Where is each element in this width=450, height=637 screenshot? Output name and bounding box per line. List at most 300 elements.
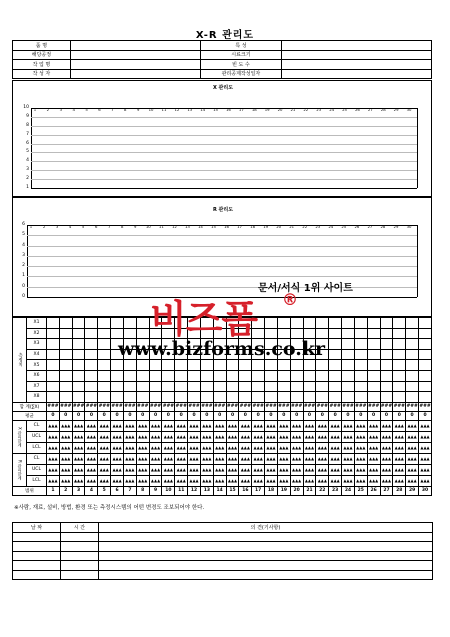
r-limit-row [13, 475, 432, 486]
sample-cell[interactable] [59, 349, 72, 360]
r-limit-cell: ▲▲▲ [290, 464, 303, 475]
sample-cell[interactable] [380, 360, 393, 371]
sample-cell[interactable] [393, 392, 406, 403]
sample-cell[interactable] [367, 381, 380, 392]
xbar-limit-cell: ▲▲▲ [329, 431, 342, 442]
sample-cell[interactable] [47, 349, 60, 360]
sample-cell[interactable] [329, 349, 342, 360]
log-row [13, 542, 433, 552]
sample-cell[interactable] [123, 360, 136, 371]
sample-cell[interactable] [188, 370, 201, 381]
sample-cell[interactable] [59, 370, 72, 381]
sample-cell[interactable] [188, 360, 201, 371]
log-cell[interactable] [61, 551, 99, 561]
sample-cell[interactable] [393, 318, 406, 329]
r-limit-cell: ▲▲▲ [136, 453, 149, 464]
sum-cell: ### [175, 404, 187, 410]
sample-cell[interactable] [367, 349, 380, 360]
sample-cell[interactable] [239, 370, 252, 381]
xbar-limit-cell: ▲▲▲ [200, 431, 213, 442]
sample-cell[interactable] [136, 392, 149, 403]
sample-cell[interactable] [98, 381, 111, 392]
r-chart-x-tick: 8 [121, 224, 124, 229]
sample-cell[interactable] [367, 392, 380, 403]
info-value[interactable] [70, 41, 200, 51]
sample-cell[interactable] [419, 392, 432, 403]
sample-cell[interactable] [252, 392, 265, 403]
xbar-limit-cell: ▲▲▲ [136, 431, 149, 442]
sample-cell[interactable] [123, 318, 136, 329]
sample-cell[interactable] [188, 381, 201, 392]
sample-cell[interactable] [200, 360, 213, 371]
x-chart-x-tick: 19 [264, 107, 270, 112]
sample-cell[interactable] [72, 349, 85, 360]
sample-cell[interactable] [188, 392, 201, 403]
range-number: 12 [188, 486, 201, 495]
sample-cell[interactable] [59, 339, 72, 350]
sample-cell[interactable] [393, 328, 406, 339]
sample-cell[interactable] [290, 318, 303, 329]
sample-cell[interactable] [98, 392, 111, 403]
sample-cell[interactable] [98, 360, 111, 371]
info-value[interactable] [282, 41, 432, 51]
log-cell[interactable] [61, 542, 99, 552]
sample-cell[interactable] [380, 392, 393, 403]
sample-cell[interactable] [342, 318, 355, 329]
r-chart-gridline [27, 266, 417, 267]
sample-cell[interactable] [162, 370, 175, 381]
x-chart-y-tick: 10 [23, 105, 29, 110]
r-limit-cell: ▲▲▲ [188, 453, 201, 464]
r-limit-cell: ▲▲▲ [213, 464, 226, 475]
sample-cell[interactable] [47, 381, 60, 392]
sample-cell[interactable] [213, 381, 226, 392]
sample-cell[interactable] [419, 360, 432, 371]
x-chart-y-tick: 4 [26, 158, 29, 164]
sample-cell[interactable] [47, 339, 60, 350]
log-cell[interactable] [99, 570, 433, 580]
r-limit-cell: ▲▲▲ [47, 475, 60, 486]
sample-cell[interactable] [200, 381, 213, 392]
xbar-limit-cell: ▲▲▲ [419, 420, 432, 431]
sample-cell[interactable] [329, 370, 342, 381]
xbar-limit-cell: ▲▲▲ [290, 420, 303, 431]
sample-cell[interactable] [419, 349, 432, 360]
sample-cell[interactable] [419, 370, 432, 381]
r-limit-cell: ▲▲▲ [290, 453, 303, 464]
sample-cell[interactable] [354, 392, 367, 403]
sample-cell[interactable] [406, 328, 419, 339]
sample-cell[interactable] [265, 370, 278, 381]
xbar-limit-cell: ▲▲▲ [47, 442, 60, 453]
sample-cell[interactable] [329, 360, 342, 371]
sample-cell[interactable] [47, 370, 60, 381]
r-limit-cell: ▲▲▲ [277, 464, 290, 475]
sample-cell[interactable] [239, 360, 252, 371]
sample-cell[interactable] [303, 392, 316, 403]
r-limit-cell: ▲▲▲ [393, 453, 406, 464]
sample-cell[interactable] [226, 370, 239, 381]
sample-cell[interactable] [59, 381, 72, 392]
sample-cell[interactable] [393, 349, 406, 360]
r-chart-y-tick: 2 [22, 263, 25, 269]
sample-cell[interactable] [252, 370, 265, 381]
xbar-limit-cell: ▲▲▲ [188, 442, 201, 453]
sample-cell[interactable] [342, 349, 355, 360]
sum-cell: ### [393, 404, 405, 410]
sample-cell[interactable] [393, 370, 406, 381]
sample-cell[interactable] [265, 318, 278, 329]
sum-cell: ### [252, 404, 264, 410]
sample-cell[interactable] [367, 339, 380, 350]
sample-cell[interactable] [226, 392, 239, 403]
sample-cell[interactable] [406, 360, 419, 371]
r-chart-x-tick: 30 [406, 224, 412, 229]
sample-cell[interactable] [239, 392, 252, 403]
r-limit-row [13, 453, 432, 464]
sample-cell[interactable] [354, 339, 367, 350]
info-value[interactable] [70, 60, 200, 70]
sample-cell[interactable] [380, 328, 393, 339]
range-number: 23 [329, 486, 342, 495]
range-number: 19 [277, 486, 290, 495]
log-cell[interactable] [13, 542, 61, 552]
sample-row [13, 392, 432, 403]
sample-cell[interactable] [175, 381, 188, 392]
sample-cell[interactable] [316, 381, 329, 392]
sample-cell[interactable] [329, 381, 342, 392]
xbar-limit-cell: ▲▲▲ [265, 442, 278, 453]
xbar-limit-cell: ▲▲▲ [290, 442, 303, 453]
sample-cell[interactable] [59, 392, 72, 403]
sample-cell[interactable] [367, 370, 380, 381]
sample-cell[interactable] [290, 370, 303, 381]
sum-cell: ### [265, 404, 277, 410]
r-limit-label: UCL [27, 464, 47, 475]
sample-cell[interactable] [149, 381, 162, 392]
sample-cell[interactable] [419, 318, 432, 329]
log-row [13, 551, 433, 561]
sample-cell[interactable] [290, 392, 303, 403]
sample-cell[interactable] [354, 370, 367, 381]
x-chart-x-tick: 2 [46, 107, 50, 112]
sample-cell[interactable] [123, 392, 136, 403]
sample-cell[interactable] [303, 360, 316, 371]
sample-cell[interactable] [72, 392, 85, 403]
sample-cell[interactable] [85, 318, 98, 329]
sample-cell[interactable] [329, 339, 342, 350]
sample-cell[interactable] [354, 349, 367, 360]
sample-cell[interactable] [265, 381, 278, 392]
r-limit-cell: ▲▲▲ [162, 464, 175, 475]
info-row [13, 50, 432, 60]
r-limit-cell: ▲▲▲ [162, 453, 175, 464]
sample-cell[interactable] [47, 392, 60, 403]
x-chart-gridline [31, 170, 417, 171]
sample-cell[interactable] [98, 349, 111, 360]
sample-label: X2 [27, 328, 47, 339]
sample-cell[interactable] [393, 360, 406, 371]
sample-cell[interactable] [342, 360, 355, 371]
r-limit-cell: ▲▲▲ [85, 475, 98, 486]
sample-cell[interactable] [85, 381, 98, 392]
sample-cell[interactable] [354, 328, 367, 339]
log-header: 날 짜 [13, 523, 61, 533]
info-value[interactable] [282, 50, 432, 60]
sample-cell[interactable] [162, 381, 175, 392]
xbar-limit-cell: ▲▲▲ [98, 431, 111, 442]
x-chart-x-tick: 21 [290, 107, 296, 112]
sample-cell[interactable] [226, 360, 239, 371]
sample-cell[interactable] [72, 370, 85, 381]
r-limit-cell: ▲▲▲ [329, 453, 342, 464]
sample-cell[interactable] [226, 381, 239, 392]
log-cell[interactable] [61, 532, 99, 542]
sample-cell[interactable] [290, 381, 303, 392]
sample-cell[interactable] [406, 392, 419, 403]
log-cell[interactable] [99, 532, 433, 542]
r-limit-cell: ▲▲▲ [342, 475, 355, 486]
r-limit-cell: ▲▲▲ [59, 475, 72, 486]
sample-cell[interactable] [136, 381, 149, 392]
sample-cell[interactable] [111, 392, 124, 403]
sample-cell[interactable] [367, 360, 380, 371]
sample-cell[interactable] [72, 339, 85, 350]
log-cell[interactable] [13, 561, 61, 571]
sample-cell[interactable] [406, 381, 419, 392]
sample-cell[interactable] [111, 360, 124, 371]
sample-cell[interactable] [123, 370, 136, 381]
log-cell[interactable] [99, 542, 433, 552]
range-number: 29 [406, 486, 419, 495]
sample-cell[interactable] [354, 360, 367, 371]
note-text: ※사람, 재료, 설비, 방법, 환경 또는 측정시스템의 어떤 변경도 조보되어야 한다. [14, 505, 205, 511]
sample-cell[interactable] [59, 328, 72, 339]
sample-cell[interactable] [85, 392, 98, 403]
sample-cell[interactable] [419, 328, 432, 339]
sum-cell: ### [419, 404, 431, 410]
x-chart-x-tick: 12 [174, 107, 180, 112]
xbar-limit-cell: ▲▲▲ [239, 442, 252, 453]
sample-row [13, 381, 432, 392]
sample-cell[interactable] [277, 318, 290, 329]
sample-cell[interactable] [85, 328, 98, 339]
sample-cell[interactable] [72, 381, 85, 392]
sum-cell: ### [226, 404, 239, 410]
sample-cell[interactable] [380, 339, 393, 350]
r-limit-cell: ▲▲▲ [316, 475, 329, 486]
xbar-limit-cell: ▲▲▲ [367, 431, 380, 442]
sample-cell[interactable] [342, 381, 355, 392]
sample-cell[interactable] [252, 360, 265, 371]
sample-cell[interactable] [277, 360, 290, 371]
sample-cell[interactable] [136, 370, 149, 381]
xbar-limit-row [13, 431, 432, 442]
sample-cell[interactable] [342, 370, 355, 381]
sample-cell[interactable] [265, 360, 278, 371]
info-value[interactable] [282, 69, 432, 79]
sample-cell[interactable] [393, 339, 406, 350]
sum-cell: ### [98, 404, 110, 410]
sample-cell[interactable] [47, 360, 60, 371]
xbar-limit-cell: ▲▲▲ [380, 442, 393, 453]
log-cell[interactable] [61, 561, 99, 571]
sample-cell[interactable] [406, 339, 419, 350]
sample-cell[interactable] [277, 370, 290, 381]
sample-cell[interactable] [316, 318, 329, 329]
x-chart-gridline [31, 135, 417, 136]
range-number: 21 [303, 486, 316, 495]
xbar-limit-cell: ▲▲▲ [123, 420, 136, 431]
sample-cell[interactable] [111, 381, 124, 392]
sample-cell[interactable] [85, 370, 98, 381]
sample-cell[interactable] [59, 318, 72, 329]
sum-cell: ### [137, 404, 149, 410]
avg-cell: 0 [47, 411, 60, 420]
xbar-limit-cell: ▲▲▲ [123, 431, 136, 442]
sample-label: X6 [27, 370, 47, 381]
info-value[interactable] [70, 50, 200, 60]
log-header-row [13, 523, 433, 533]
sample-cell[interactable] [98, 370, 111, 381]
sample-cell[interactable] [149, 360, 162, 371]
info-row [13, 41, 432, 51]
xbar-limit-cell: ▲▲▲ [329, 442, 342, 453]
sample-cell[interactable] [406, 349, 419, 360]
sample-cell[interactable] [329, 318, 342, 329]
sample-cell[interactable] [85, 360, 98, 371]
sample-cell[interactable] [213, 392, 226, 403]
sample-cell[interactable] [59, 360, 72, 371]
sample-cell[interactable] [200, 392, 213, 403]
r-limit-cell: ▲▲▲ [149, 453, 162, 464]
log-cell[interactable] [61, 570, 99, 580]
sample-cell[interactable] [419, 381, 432, 392]
sample-cell[interactable] [380, 370, 393, 381]
r-chart-y-tick: 0 [22, 294, 25, 299]
xbar-limit-row [13, 420, 432, 431]
sample-cell[interactable] [252, 381, 265, 392]
xbar-limit-cell: ▲▲▲ [419, 431, 432, 442]
x-chart-x-tick: 8 [124, 107, 127, 112]
sample-cell[interactable] [380, 349, 393, 360]
sample-cell[interactable] [175, 392, 188, 403]
sample-cell[interactable] [98, 328, 111, 339]
sample-cell[interactable] [162, 360, 175, 371]
sample-cell[interactable] [72, 360, 85, 371]
sample-cell[interactable] [393, 381, 406, 392]
log-cell[interactable] [13, 532, 61, 542]
r-chart-x-tick: 19 [263, 224, 269, 229]
avg-cell: 0 [239, 411, 252, 420]
sample-cell[interactable] [303, 370, 316, 381]
r-limit-cell: ▲▲▲ [136, 464, 149, 475]
sample-cell[interactable] [367, 318, 380, 329]
sample-cell[interactable] [213, 370, 226, 381]
sample-cell[interactable] [85, 339, 98, 350]
sample-cell[interactable] [329, 328, 342, 339]
sample-cell[interactable] [406, 370, 419, 381]
sample-cell[interactable] [149, 392, 162, 403]
sample-cell[interactable] [406, 318, 419, 329]
sample-cell[interactable] [419, 339, 432, 350]
xbar-limit-cell: ▲▲▲ [98, 420, 111, 431]
sample-cell[interactable] [123, 381, 136, 392]
sample-cell[interactable] [303, 381, 316, 392]
sample-cell[interactable] [277, 392, 290, 403]
sample-cell[interactable] [354, 318, 367, 329]
sample-cell[interactable] [354, 381, 367, 392]
sample-cell[interactable] [290, 360, 303, 371]
info-value[interactable] [70, 69, 200, 79]
avg-cell: 0 [265, 411, 278, 420]
log-cell[interactable] [13, 551, 61, 561]
log-cell[interactable] [13, 570, 61, 580]
sample-cell[interactable] [111, 370, 124, 381]
sample-cell[interactable] [85, 349, 98, 360]
sample-cell[interactable] [239, 381, 252, 392]
log-cell[interactable] [99, 561, 433, 571]
sample-cell[interactable] [342, 392, 355, 403]
xbar-limit-cell: ▲▲▲ [303, 420, 316, 431]
info-label: 작 업 명 [13, 60, 71, 70]
sample-cell[interactable] [277, 381, 290, 392]
sample-cell[interactable] [329, 392, 342, 403]
r-limit-cell: ▲▲▲ [329, 475, 342, 486]
sample-cell[interactable] [47, 328, 60, 339]
x-chart-x-tick: 16 [226, 107, 231, 112]
avg-cell: 0 [162, 411, 175, 420]
sample-cell[interactable] [303, 318, 316, 329]
sample-cell[interactable] [98, 339, 111, 350]
r-limit-cell: ▲▲▲ [277, 475, 290, 486]
sample-cell[interactable] [316, 360, 329, 371]
x-chart-x-tick: 29 [393, 107, 399, 112]
sample-cell[interactable] [316, 392, 329, 403]
sample-cell[interactable] [342, 339, 355, 350]
info-value[interactable] [282, 60, 432, 70]
sample-cell[interactable] [175, 370, 188, 381]
sample-cell[interactable] [175, 360, 188, 371]
sample-cell[interactable] [380, 381, 393, 392]
sample-cell[interactable] [98, 318, 111, 329]
sample-cell[interactable] [111, 318, 124, 329]
sample-cell[interactable] [136, 360, 149, 371]
sample-cell[interactable] [367, 328, 380, 339]
sample-cell[interactable] [342, 328, 355, 339]
log-cell[interactable] [99, 551, 433, 561]
sample-cell[interactable] [72, 328, 85, 339]
sample-cell[interactable] [380, 318, 393, 329]
range-number: 18 [265, 486, 278, 495]
r-limit-cell: ▲▲▲ [419, 464, 432, 475]
sample-cell[interactable] [47, 318, 60, 329]
r-limit-cell: ▲▲▲ [354, 464, 367, 475]
sample-cell[interactable] [162, 392, 175, 403]
sample-cell[interactable] [265, 392, 278, 403]
sample-cell[interactable] [149, 370, 162, 381]
sample-cell[interactable] [200, 370, 213, 381]
range-label: 범위 [13, 486, 47, 495]
r-chart-y-tick: 6 [22, 222, 25, 227]
r-limit-label: LCL [27, 475, 47, 486]
sample-cell[interactable] [72, 318, 85, 329]
sample-cell[interactable] [316, 370, 329, 381]
sample-cell[interactable] [136, 318, 149, 329]
sample-cell[interactable] [213, 360, 226, 371]
r-limit-cell: ▲▲▲ [354, 453, 367, 464]
xbar-limit-label: UCL [27, 431, 47, 442]
